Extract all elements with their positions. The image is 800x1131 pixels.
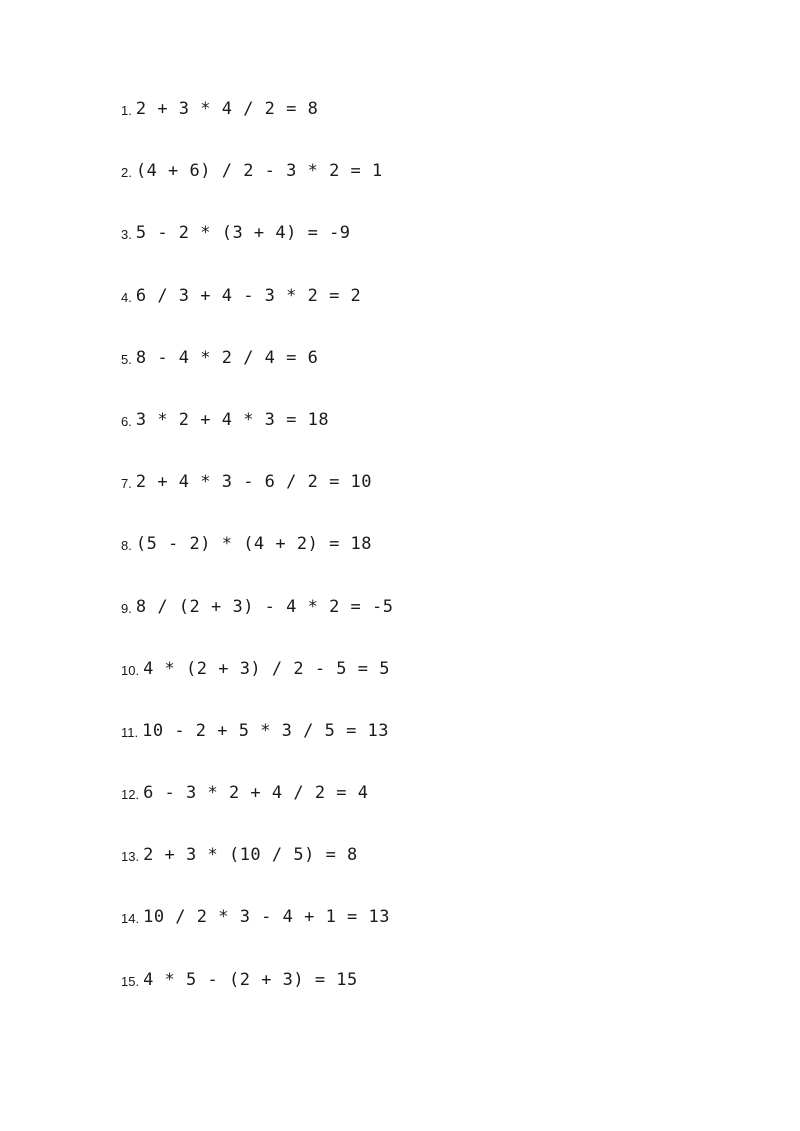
problem-expression: 6 / 3 + 4 - 3 * 2 = 2 (135, 285, 362, 306)
problem-expression: 8 / (2 + 3) - 4 * 2 = -5 (135, 596, 394, 617)
problem-number: 7. (121, 476, 132, 492)
problem-expression: (4 + 6) / 2 - 3 * 2 = 1 (135, 161, 383, 182)
problem-3 (121, 220, 393, 282)
problem-expression: 4 * (2 + 3) / 2 - 5 = 5 (143, 658, 390, 679)
problem-number: 10. (121, 662, 140, 678)
problem-9 (121, 594, 393, 656)
problem-expression: 3 * 2 + 4 * 3 = 18 (135, 409, 330, 430)
problem-list (121, 96, 393, 1029)
problem-expression: 8 - 4 * 2 / 4 = 6 (135, 347, 319, 368)
problem-number: 4. (121, 289, 132, 305)
problem-number: 5. (121, 351, 132, 367)
problem-number: 2. (121, 165, 132, 181)
problem-15 (121, 967, 393, 1029)
problem-6 (121, 407, 393, 469)
problem-expression: 10 - 2 + 5 * 3 / 5 = 13 (142, 720, 390, 741)
problem-4 (121, 283, 393, 345)
problem-expression: 2 + 3 * 4 / 2 = 8 (135, 99, 319, 119)
problem-expression: 5 - 2 * (3 + 4) = -9 (135, 223, 351, 244)
problem-expression: (5 - 2) * (4 + 2) = 18 (135, 534, 373, 555)
problem-number: 9. (121, 600, 132, 616)
problem-number: 12. (121, 787, 140, 803)
problem-12 (121, 780, 393, 842)
problem-expression: 4 * 5 - (2 + 3) = 15 (143, 969, 358, 990)
problem-number: 8. (121, 538, 132, 554)
problem-11 (121, 718, 393, 780)
problem-1 (121, 96, 393, 158)
problem-number: 1. (121, 103, 132, 118)
problem-8 (121, 531, 393, 593)
problem-2 (121, 158, 393, 220)
problem-14 (121, 904, 393, 966)
problem-5 (121, 345, 393, 407)
problem-number: 3. (121, 227, 132, 243)
problem-number: 13. (121, 849, 140, 865)
problem-expression: 6 - 3 * 2 + 4 / 2 = 4 (143, 783, 369, 804)
problem-number: 6. (121, 413, 132, 429)
problem-13 (121, 842, 393, 904)
problem-number: 14. (121, 911, 140, 927)
problem-expression: 2 + 4 * 3 - 6 / 2 = 10 (135, 472, 373, 493)
problem-10 (121, 656, 393, 718)
problem-7 (121, 469, 393, 531)
problem-number: 15. (121, 973, 140, 989)
problem-expression: 10 / 2 * 3 - 4 + 1 = 13 (143, 907, 390, 928)
problem-number: 11. (121, 724, 139, 740)
problem-expression: 2 + 3 * (10 / 5) = 8 (143, 845, 358, 866)
